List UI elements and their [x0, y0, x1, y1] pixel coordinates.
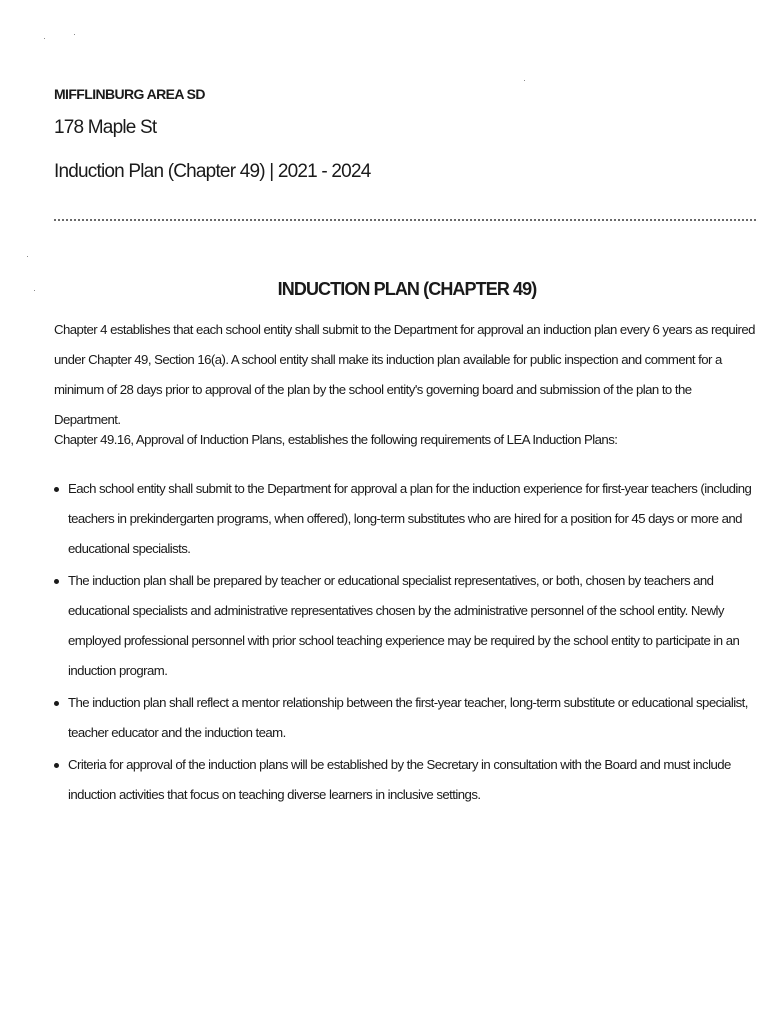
district-name: MIFFLINBURG AREA SD [54, 86, 205, 102]
list-item [54, 474, 759, 564]
section-title: INDUCTION PLAN (CHAPTER 49) [277, 279, 537, 299]
intro-paragraph: Chapter 4 establishes that each school entity shall submit to the Department for approval an induction plan every 6 years as required under Chapter 49, Section 16(a). A school entity shall make its induction plan available for public inspection and comment for a minimum of 28 days prior to approval of the plan by the school entity's governing board and submission of the plan to the Department. [54, 322, 755, 427]
list-item-text: Each school entity shall submit to the Department for approval a plan for the induction experience for first-year teachers (including teachers in prekindergarten programs, when offered), long-term substitutes who are hired for a position for 45 days or more and educational specialists. [68, 481, 752, 556]
requirements-list [54, 474, 759, 812]
scan-speck [74, 34, 75, 35]
scan-speck [44, 38, 45, 39]
list-item-text: The induction plan shall reflect a mentor relationship between the first-year teacher, long-term substitute or educational specialist, teacher educator and the induction team. [68, 695, 748, 740]
bullet-icon [54, 487, 59, 492]
header-divider [54, 219, 756, 221]
list-item [54, 688, 759, 748]
list-item-text: The induction plan shall be prepared by teacher or educational specialist representatives, or both, chosen by teachers and educational specialists and administrative representatives chosen by the administrative personnel of the school entity. Newly employed professional personnel with prior school teaching experience may be required by the school entity to participate in an induction program. [68, 573, 740, 678]
bullet-icon [54, 763, 59, 768]
scan-speck [27, 256, 28, 257]
list-item [54, 566, 759, 686]
bullet-icon [54, 579, 59, 584]
requirements-intro: Chapter 49.16, Approval of Induction Plans, establishes the following requirements of LEA Induction Plans: [54, 432, 618, 447]
document-header [54, 84, 754, 184]
plan-title: Induction Plan (Chapter 49) | 2021 - 2024 [54, 161, 371, 182]
list-item [54, 750, 759, 810]
district-address: 178 Maple St [54, 117, 157, 138]
scan-speck [524, 80, 525, 81]
bullet-icon [54, 701, 59, 706]
list-item-text: Criteria for approval of the induction plans will be established by the Secretary in consultation with the Board and must include induction activities that focus on teaching diverse learners in inclusive settings. [68, 757, 731, 802]
